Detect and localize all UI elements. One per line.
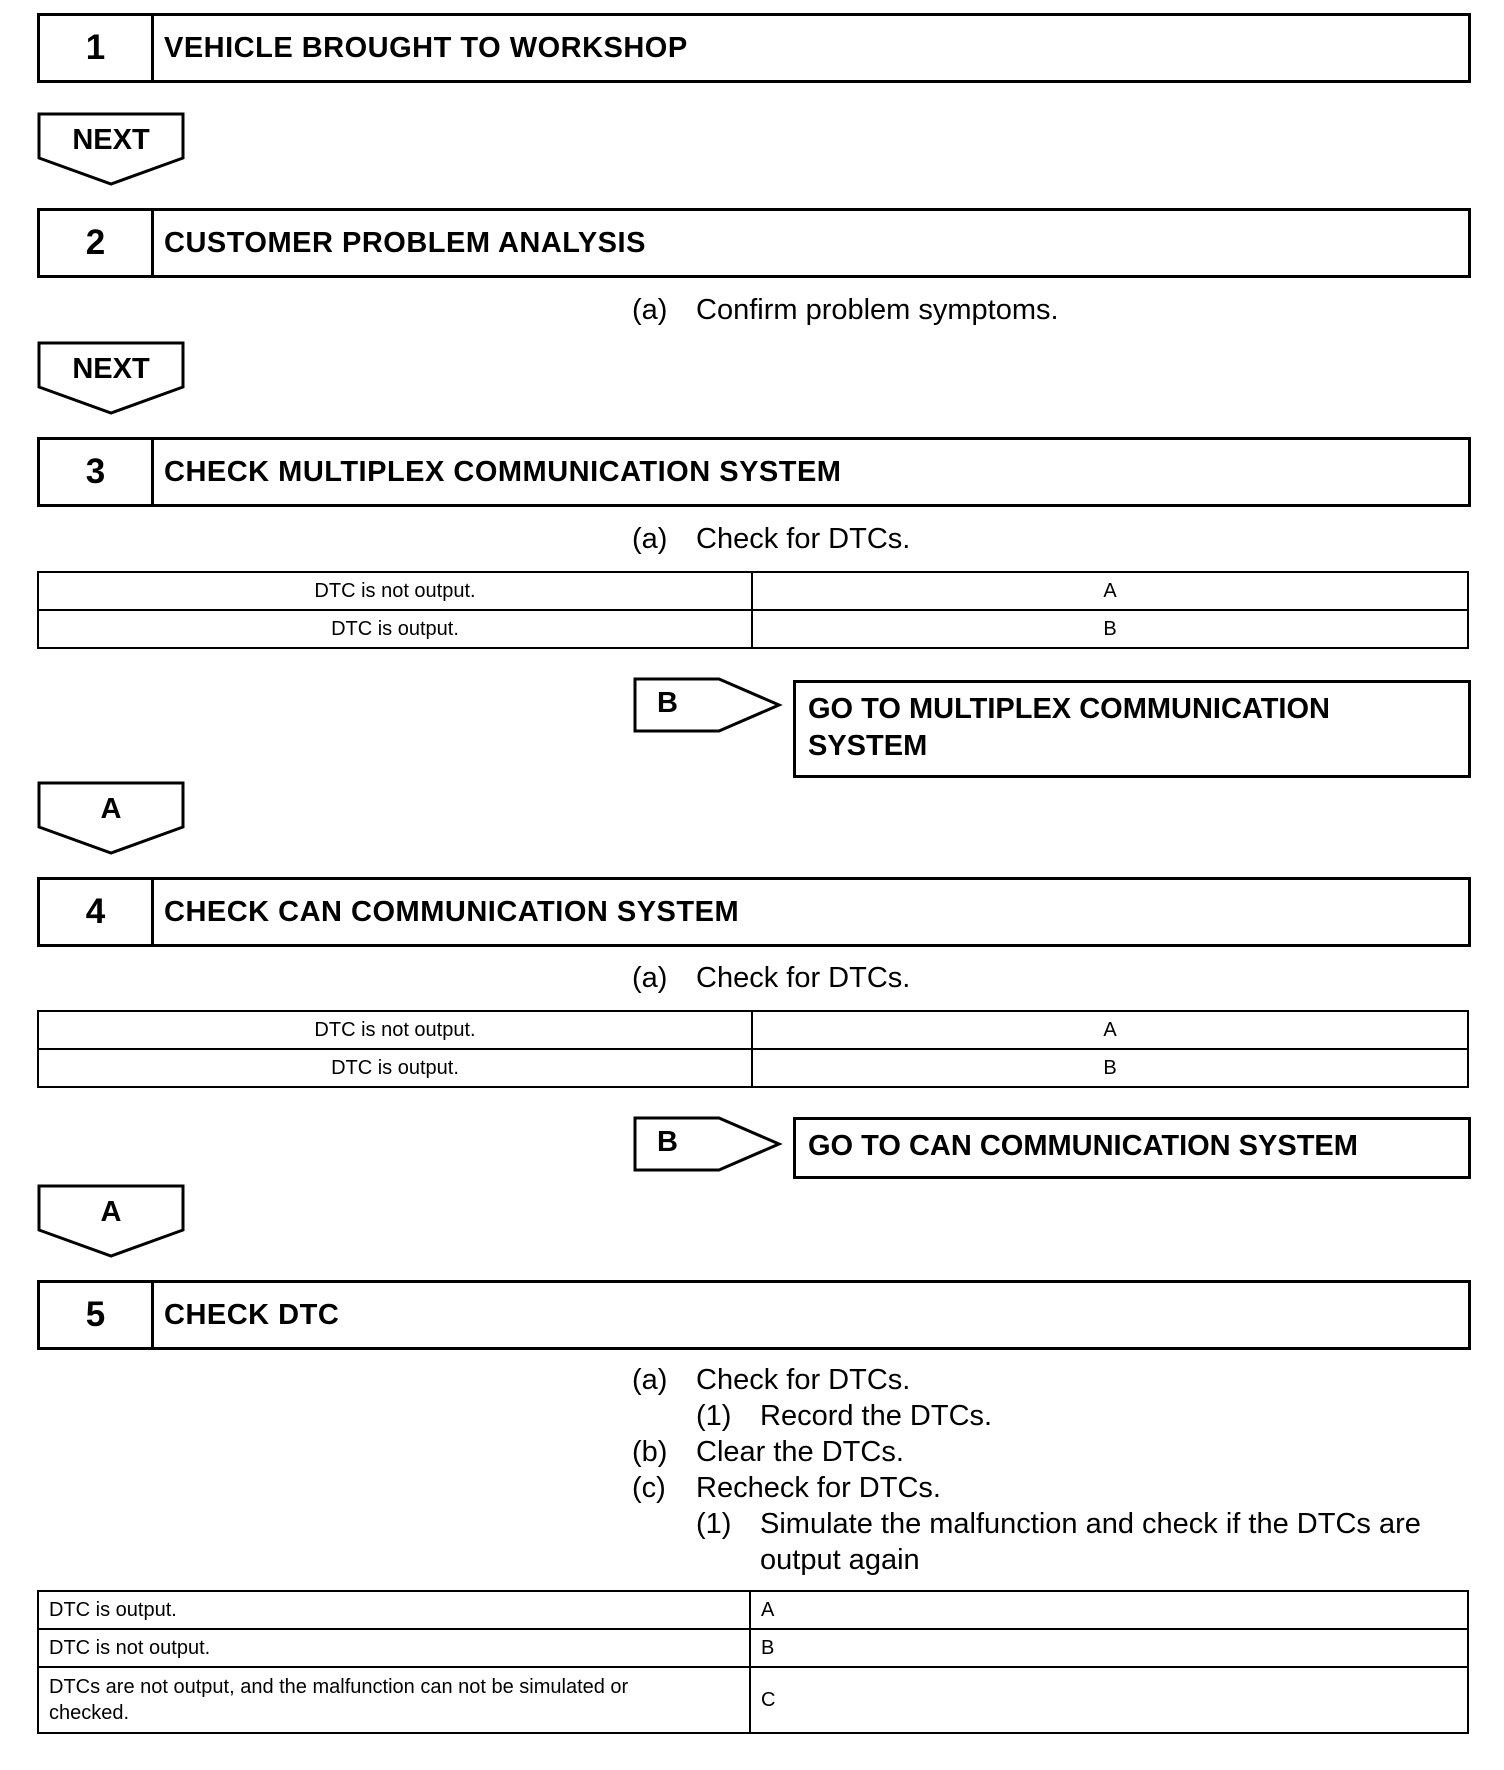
step-title: CHECK DTC — [164, 1298, 340, 1331]
instruction-text: Simulate the malfunction and check if the DTCs are — [760, 1508, 1421, 1540]
result-cell: C — [750, 1667, 1468, 1733]
step-4-box — [37, 877, 1471, 947]
instruction — [696, 1542, 1476, 1578]
a-arrow-badge — [37, 1184, 185, 1260]
instruction — [632, 292, 1332, 328]
a-label: A — [100, 1196, 122, 1228]
instruction — [632, 1434, 1482, 1470]
goto-text-line2: SYSTEM — [808, 730, 928, 762]
goto-box — [793, 1117, 1471, 1179]
instruction-text: Recheck for DTCs. — [696, 1472, 941, 1504]
result-cell: B — [752, 610, 1468, 648]
b-branch-arrow — [633, 677, 783, 733]
step-number: 5 — [40, 1283, 154, 1347]
condition-cell: DTC is output. — [38, 610, 752, 648]
result-cell: A — [750, 1591, 1468, 1629]
table-row — [38, 1011, 1468, 1049]
result-table — [37, 1590, 1469, 1734]
goto-box — [793, 680, 1471, 778]
instruction — [632, 1362, 1482, 1398]
next-arrow-badge — [37, 112, 185, 188]
instruction-label: (1) — [696, 1400, 732, 1432]
b-branch-arrow — [633, 1116, 783, 1172]
next-label: NEXT — [72, 124, 150, 156]
instruction-label: (a) — [632, 1364, 668, 1396]
condition-cell: DTC is output. — [38, 1591, 750, 1629]
table-row — [38, 610, 1468, 648]
a-label: A — [100, 793, 122, 825]
instruction-text: Confirm problem symptoms. — [696, 294, 1059, 326]
table-row — [38, 572, 1468, 610]
step-title: CHECK CAN COMMUNICATION SYSTEM — [164, 895, 740, 928]
table-row — [38, 1667, 1468, 1733]
step-number: 4 — [40, 880, 154, 944]
step-number: 3 — [40, 440, 154, 504]
result-table — [37, 571, 1469, 649]
step-title: CHECK MULTIPLEX COMMUNICATION SYSTEM — [164, 455, 842, 488]
goto-text-line1: GO TO MULTIPLEX COMMUNICATION — [808, 693, 1330, 725]
goto-text: GO TO CAN COMMUNICATION SYSTEM — [808, 1130, 1358, 1162]
step-5-box — [37, 1280, 1471, 1350]
instruction-label: (1) — [696, 1508, 732, 1540]
branch-label: B — [657, 1126, 678, 1158]
instruction-label: (a) — [632, 294, 668, 326]
a-arrow-badge — [37, 781, 185, 857]
condition-cell — [38, 1667, 750, 1733]
step-number: 2 — [40, 211, 154, 275]
instruction-label: (a) — [632, 962, 668, 994]
table-row — [38, 1591, 1468, 1629]
step-title: CUSTOMER PROBLEM ANALYSIS — [164, 226, 646, 259]
instruction — [632, 960, 1332, 996]
instruction-text: Clear the DTCs. — [696, 1436, 904, 1468]
condition-line1: DTCs are not output, and the malfunction can not be simulated or — [49, 1676, 629, 1698]
table-row — [38, 1629, 1468, 1667]
result-cell: B — [752, 1049, 1468, 1087]
instruction — [632, 1470, 1482, 1506]
instruction-label: (b) — [632, 1436, 668, 1468]
step-title: VEHICLE BROUGHT TO WORKSHOP — [164, 31, 688, 64]
result-cell: A — [752, 1011, 1468, 1049]
instruction-text: Record the DTCs. — [760, 1400, 993, 1432]
instruction — [696, 1506, 1476, 1542]
instruction — [696, 1398, 1476, 1434]
next-arrow-badge — [37, 341, 185, 417]
condition-cell: DTC is not output. — [38, 1011, 752, 1049]
instruction-text: Check for DTCs. — [696, 1364, 911, 1396]
step-1-box — [37, 13, 1471, 83]
table-row — [38, 1049, 1468, 1087]
step-number: 1 — [40, 16, 154, 80]
instruction-text: Check for DTCs. — [696, 962, 911, 994]
branch-label: B — [657, 687, 678, 719]
result-cell: B — [750, 1629, 1468, 1667]
condition-cell: DTC is output. — [38, 1049, 752, 1087]
instruction — [632, 521, 1332, 557]
condition-cell: DTC is not output. — [38, 1629, 750, 1667]
instruction-label: (c) — [632, 1472, 666, 1504]
instruction-label: (a) — [632, 523, 668, 555]
condition-line2: checked. — [49, 1702, 130, 1724]
result-cell: A — [752, 572, 1468, 610]
condition-cell: DTC is not output. — [38, 572, 752, 610]
instruction-text: output again — [760, 1544, 920, 1576]
right-arrow-icon — [633, 1116, 783, 1172]
step-3-box — [37, 437, 1471, 507]
step-2-box — [37, 208, 1471, 278]
instruction-text: Check for DTCs. — [696, 523, 911, 555]
next-label: NEXT — [72, 353, 150, 385]
result-table — [37, 1010, 1469, 1088]
right-arrow-icon — [633, 677, 783, 733]
